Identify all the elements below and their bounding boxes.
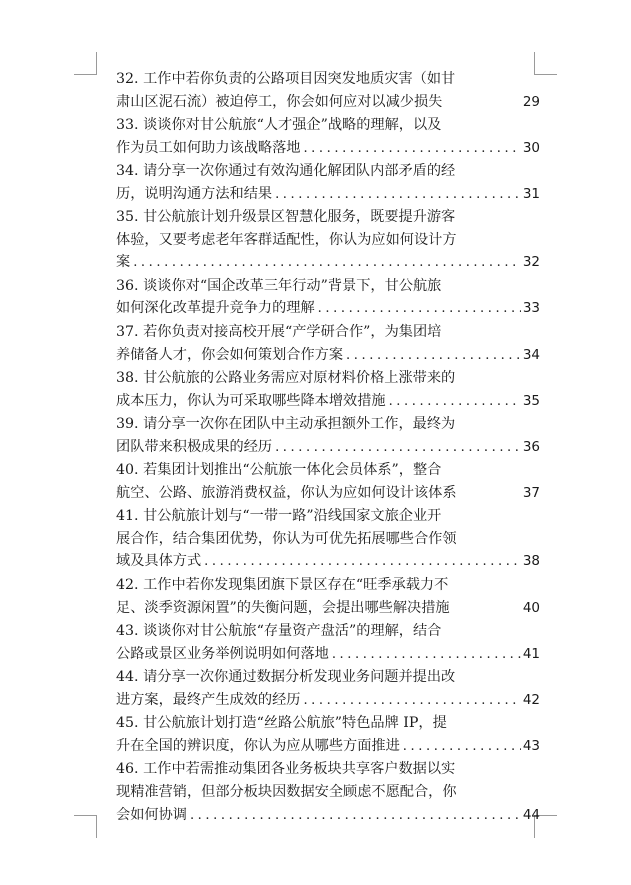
toc-page-number: 31 (522, 185, 540, 202)
toc-entry-line: 现精准营销，但部分板块因数据安全顾虑不愿配合，你 (116, 783, 457, 800)
toc-entry-line: 公路或景区业务举例说明如何落地 (116, 645, 329, 662)
toc-page-number: 37 (522, 484, 540, 501)
toc-page-number: 33 (522, 300, 540, 317)
toc-page-number: 35 (522, 392, 540, 409)
toc-dot-leader (389, 391, 521, 414)
toc-entry-line: 养储备人才，你会如何策划合作方案 (116, 346, 344, 363)
toc-dot-leader (204, 551, 521, 574)
toc-page-number: 32 (522, 254, 540, 271)
toc-dot-leader (275, 437, 521, 460)
toc-page-number: 38 (522, 553, 540, 570)
toc-entry[interactable] (116, 68, 540, 114)
toc-entry-line: 团队带来积极成果的经历 (116, 438, 273, 455)
toc-dot-leader (303, 690, 520, 713)
toc-entry[interactable] (116, 114, 540, 160)
toc-page-number: 40 (522, 599, 540, 616)
toc-entry[interactable] (116, 160, 540, 206)
toc-entry[interactable] (116, 666, 540, 712)
toc-entry-line: 肃山区泥石流）被迫停工，你会如何应对以减少损失 (116, 93, 443, 110)
toc-entry-line: 如何深化改革提升竞争力的理解 (116, 300, 315, 317)
toc-page-number: 34 (522, 346, 540, 363)
toc-entry[interactable] (116, 275, 540, 321)
toc-page-number: 29 (522, 93, 540, 110)
crop-mark-bottom-left (74, 815, 97, 838)
toc-entry[interactable] (116, 712, 540, 758)
table-of-contents (116, 68, 540, 827)
toc-entry-line: 45. 甘公航旅计划打造“丝路公航旅”特色品牌 IP，提 (116, 715, 447, 732)
toc-entry-line: 33. 谈谈你对甘公航旅“人才强企”战略的理解，以及 (116, 117, 442, 134)
toc-entry-line: 进方案，最终产生成效的经历 (116, 691, 301, 708)
toc-entry-line: 44. 请分享一次你通过数据分析发现业务问题并提出改 (116, 669, 456, 686)
toc-dot-leader (318, 298, 521, 321)
toc-entry-line: 体验，又要考虑老年客群适配性，你认为应如何设计方 (116, 231, 457, 248)
toc-entry-line: 35. 甘公航旅计划升级景区智慧化服务，既要提升游客 (116, 209, 456, 226)
toc-page-number: 43 (522, 737, 540, 754)
toc-entry-line: 升在全国的辨识度，你认为应从哪些方面推进 (116, 737, 400, 754)
toc-entry-line: 42. 工作中若你发现集团旗下景区存在“旺季承载力不 (116, 577, 449, 594)
toc-entry[interactable] (116, 206, 540, 275)
toc-entry-line: 40. 若集团计划推出“公航旅一体化会员体系”，整合 (116, 462, 442, 479)
toc-entry[interactable] (116, 321, 540, 367)
toc-entry-line: 足、淡季资源闲置”的失衡问题，会提出哪些解决措施 (116, 599, 450, 616)
toc-entry[interactable] (116, 574, 540, 620)
toc-entry-line: 38. 甘公航旅的公路业务需应对原材料价格上涨带来的 (116, 370, 456, 387)
toc-page-number: 30 (522, 139, 540, 156)
toc-entry-line: 域及具体方式 (116, 553, 202, 570)
toc-entry[interactable] (116, 758, 540, 827)
toc-dot-leader (303, 138, 520, 161)
toc-page-number: 42 (522, 691, 540, 708)
toc-entry-line: 46. 工作中若需推动集团各业务板块共享客户数据以实 (116, 761, 456, 778)
toc-entry[interactable] (116, 620, 540, 666)
toc-entry-line: 成本压力，你认为可采取哪些降本增效措施 (116, 392, 386, 409)
toc-entry[interactable] (116, 459, 540, 505)
toc-entry-line: 39. 请分享一次你在团队中主动承担额外工作，最终为 (116, 416, 456, 433)
toc-entry-line: 航空、公路、旅游消费权益，你认为应如何设计该体系 (116, 484, 457, 501)
toc-page-number: 41 (522, 645, 540, 662)
toc-dot-leader (403, 736, 521, 759)
toc-dot-leader (346, 345, 521, 368)
toc-entry-line: 36. 谈谈你对“国企改革三年行动”背景下，甘公航旅 (116, 277, 442, 294)
toc-page-number: 44 (522, 806, 540, 823)
toc-page-number: 36 (522, 438, 540, 455)
toc-dot-leader (332, 644, 521, 667)
toc-dot-leader (133, 252, 521, 275)
toc-entry-line: 作为员工如何助力该战略落地 (116, 139, 301, 156)
toc-entry-line: 32. 工作中若你负责的公路项目因突发地质灾害（如甘 (116, 71, 456, 87)
toc-entry-line: 会如何协调 (116, 806, 187, 823)
toc-entry[interactable] (116, 413, 540, 459)
toc-entry-line: 展合作，结合集团优势，你认为可优先拓展哪些合作领 (116, 530, 457, 547)
toc-entry[interactable] (116, 367, 540, 413)
toc-dot-leader (190, 805, 521, 828)
toc-entry-line: 43. 谈谈你对甘公航旅“存量资产盘活”的理解，结合 (116, 623, 442, 640)
toc-entry-line: 37. 若你负责对接高校开展“产学研合作”，为集团培 (116, 324, 442, 341)
toc-entry[interactable] (116, 505, 540, 574)
toc-dot-leader (275, 184, 521, 207)
crop-mark-top-left (74, 52, 97, 75)
toc-entry-line: 案 (116, 254, 131, 271)
toc-entry-line: 34. 请分享一次你通过有效沟通化解团队内部矛盾的经 (116, 163, 456, 180)
toc-entry-line: 历，说明沟通方法和结果 (116, 185, 273, 202)
toc-entry-line: 41. 甘公航旅计划与“一带一路”沿线国家文旅企业开 (116, 508, 442, 525)
